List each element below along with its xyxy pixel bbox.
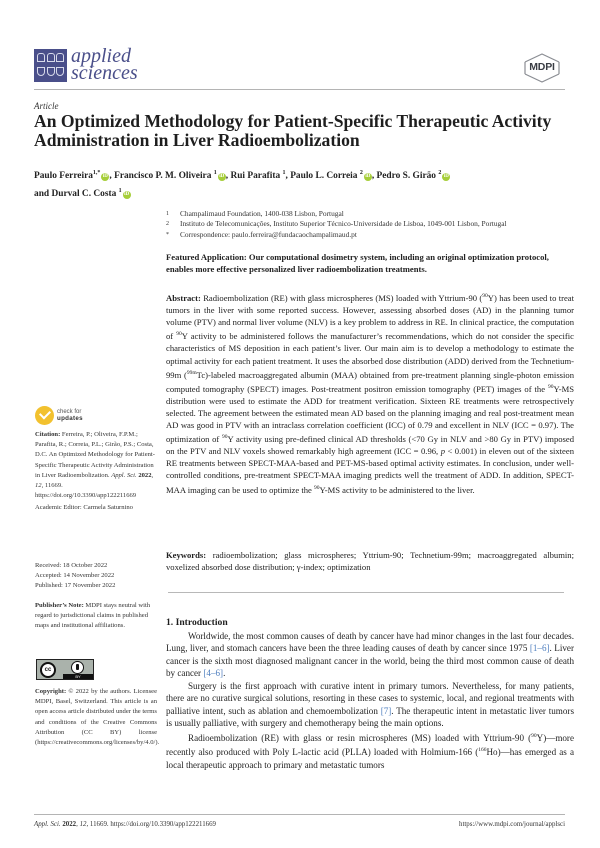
creative-commons-icon: cc — [40, 662, 56, 678]
attribution-person-icon — [71, 661, 84, 674]
orcid-icon[interactable]: iD — [219, 174, 225, 180]
footer-citation: Appl. Sci. 2022, 12, 11669. https://doi.org/10.3390/app122211669 — [34, 821, 216, 828]
journal-name: applied sciences — [71, 45, 138, 84]
author-name[interactable]: , Francisco P. M. Oliveira — [109, 171, 212, 182]
mdpi-logo[interactable]: MDPI — [523, 53, 561, 83]
doi-link[interactable]: , 11669. https://doi.org/10.3390/app122211669 — [35, 482, 137, 500]
paragraph: Radioembolization (RE) with glass or resin microspheres (MS) loaded with Yttrium-90 ($^{90}$Y)—more recently also produced with Poly L-lactic acid (PLLA) loaded with Holmium-166 ($^{166}$Ho)—has emerged as a local therapeutic approach to primary and metastatic tumors — [166, 732, 574, 770]
affiliation-item: 2 Instituto de Telecomunicações, Instituto Superior Técnico-Universidade de Lisboa, 1049-001 Lisbon, Portugal — [166, 219, 507, 229]
journal-logo[interactable] — [34, 45, 138, 84]
featured-application: Featured Application: Our computational dosimetry system, including an original optimization protocol, enables more effective personalized liver radioembolization treatments. — [166, 252, 549, 275]
author-name[interactable]: and Durval C. Costa — [34, 189, 117, 200]
citation-block: Citation: Ferreira, P.; Oliveira, F.P.M.; Parafita, R.; Correia, P.L.; Girão, P.S.; Costa, D.C. An Optimized Methodology for Patient-Specific Therapeutic Activity Administration in Liver Radioembolization. Appl. Sci. 2022, 12, 11669. https://doi.org/10.3390/app122211669 — [35, 431, 155, 500]
section-heading-introduction: 1. Introduction — [166, 617, 228, 628]
orcid-icon[interactable]: iD — [365, 174, 371, 180]
author-name[interactable]: , Pedro S. Girão — [371, 171, 436, 182]
author-name[interactable]: Paulo Ferreira — [34, 171, 93, 182]
affiliation-item: 1 Champalimaud Foundation, 1400-038 Lisbon, Portugal — [166, 209, 344, 218]
journal-emblem-icon — [34, 49, 67, 82]
correspondence: * Correspondence: paulo.ferreira@fundacaochampalimaud.pt — [166, 229, 357, 239]
author-name[interactable]: , Rui Parafita — [225, 171, 281, 182]
citation-link[interactable]: [4–6] — [203, 668, 224, 679]
paragraph: Surgery is the first approach with curative intent in primary tumors. Nevertheless, for many patients, there are no curative surgical solutions, resorting in these cases to systemic, local, and regional treatments with palliative intent, such as ablation and chemoembolization [7]. The therapeutic intent in metastatic liver tumors is usually palliative, with surgery and chemotherapy being the main options. — [166, 680, 574, 729]
cc-by-license-badge[interactable]: cc BY — [36, 659, 94, 680]
published-date: Published: 17 November 2022 — [35, 582, 116, 590]
accepted-date: Accepted: 14 November 2022 — [35, 572, 115, 580]
affiliations — [166, 209, 586, 240]
article-type: Article — [34, 101, 59, 111]
orcid-icon[interactable]: iD — [124, 192, 130, 198]
paragraph: Worldwide, the most common causes of death by cancer have had minor changes in the last four decades. Lung, liver, and stomach cancers have been the three leading causes of death by cancer since 1975 [1–6]. Liver cancer is the sixth most diagnosed malignant cancer in the world, being the third most common cause of death by cancer [4–6]. — [166, 631, 574, 679]
received-date: Received: 18 October 2022 — [35, 562, 108, 569]
author-name[interactable]: , Paulo L. Correia — [285, 171, 358, 182]
publication-dates — [35, 561, 157, 592]
academic-editor: Academic Editor: Carmela Saturnino — [35, 504, 133, 511]
abstract-label: Abstract: — [166, 292, 201, 303]
introduction-body — [166, 630, 574, 771]
journal-header — [34, 45, 565, 90]
citation-link[interactable]: [1–6] — [529, 643, 550, 654]
orcid-icon[interactable]: iD — [102, 174, 108, 180]
header-divider — [34, 89, 565, 90]
publishers-note: Publisher’s Note: MDPI stays neutral with regard to jurisdictional claims in published maps and institutional affiliations. — [35, 602, 151, 630]
keywords-label: Keywords: — [166, 550, 207, 560]
checkmark-icon — [35, 406, 54, 425]
section-divider — [168, 592, 564, 593]
abstract: Abstract: Radioembolization (RE) with glass microspheres (MS) loaded with Yttrium-90 ($^{90}$Y) has been used to treat tumors in the liver with some reported success. However, assessing absorbed doses (AD) in the planning tumor volume (PTV) and normal liver volume (NLV) is a key problem to address in RE. In clinical practice, the computation of $^{90}$Y activity to be administered follows the manufacturer’s recommendations, which do not consider the specific characteristics of MS deposition in each patient’s liver. Our main aim is to develop a methodology to estimate the optimal activity for each patient treatment. It uses the absorbed dose distribution (ADD) derived from the Technetium-99m ($^{99m}$Tc)-labeled macroaggregated albumin (MAA) obtained from pre-treatment planning single-photon emission computed tomography (SPECT) images. Post-treatment positron emission tomography (PET) images of the $^{90}$Y-MS distribution were used to estimate the ADD for treatment verification. Sixteen RE treatments were retrospectively selected. The agreement between the estimated mean AD based on the planning imaging and real post-treatment mean AD was good in PTV with an intraclass correlation coefficient (ICC) of 0.79 and excellent in NLV (ICC = 0.97). The optimization of $^{90}$Y activity using pre-defined clinical AD thresholds (<70 Gy in NLV and >80 Gy in PTV) imposed on the PTV and NLV voxels showed remarkably high agreement (ICC = 0.96, p < 0.001) in eleven out of the sixteen RE treatments between SPECT-MAA-based and PET-MS-based optimal activity estimates. In conclusion, under well-controlled conditions, pre-treatment SPECT-MAA imaging predicts well the treatment of ADD. In addition, SPECT-MAA imaging can be used to optimize the $^{90}$Y-MS activity to be administered to the liver. — [166, 292, 574, 495]
check-for-updates-button[interactable]: check for updates — [35, 406, 83, 425]
keywords: Keywords: radioembolization; glass microspheres; Yttrium-90; Technetium-99m; macroaggregated albumin; voxelized absorbed dose distribution; γ-index; optimization — [166, 550, 574, 573]
author-list: Paulo Ferreira$^{1,*}$iD , Francisco P. M. Oliveira $^1$iD , Rui Parafita $^1$, Paulo L. Correia $^2$iD , Pedro S. Girão $^2$iD and Durval C. Costa $^1$iD — [34, 170, 449, 200]
paper-title: An Optimized Methodology for Patient-Specific Therapeutic Activity Administration in Liver Radioembolization — [34, 111, 552, 150]
footer-divider — [34, 814, 565, 815]
citation-link[interactable]: [7] — [380, 705, 392, 716]
footer-doi-link[interactable]: , 11669. https://doi.org/10.3390/app122211669 — [86, 821, 216, 828]
orcid-icon[interactable]: iD — [443, 174, 449, 180]
copyright-notice: Copyright: © 2022 by the authors. Licensee MDPI, Basel, Switzerland. This article is an open access article distributed under the terms and conditions of the Creative Commons Attribution (CC BY) license (https://creativecommons.org/licenses/by/4.0/). — [35, 688, 160, 747]
journal-url-link[interactable]: https://www.mdpi.com/journal/applsci — [459, 821, 565, 828]
